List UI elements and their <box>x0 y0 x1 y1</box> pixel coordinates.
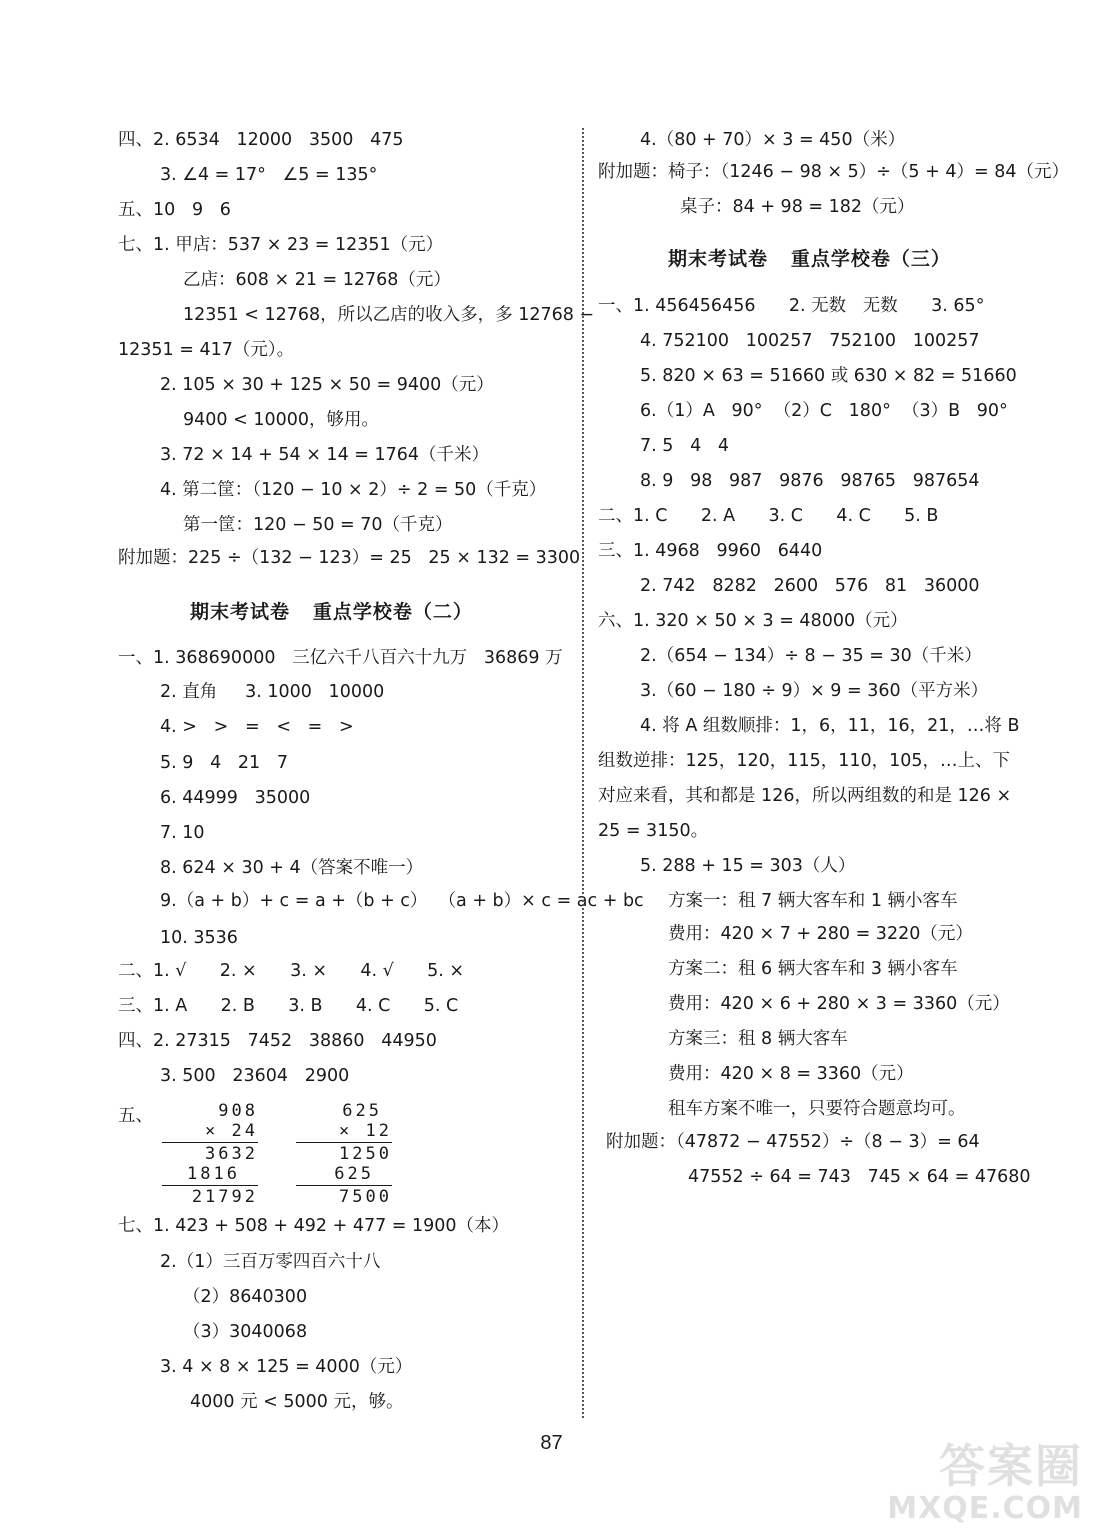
answer-line: 7. 10 <box>160 823 205 843</box>
answer-line: 4. 752100 100257 752100 100257 <box>640 331 980 351</box>
column-divider <box>582 128 584 1418</box>
answer-line: 2.（654 − 134）÷ 8 − 35 = 30（千米） <box>640 646 982 666</box>
answer-line: 5. 288 + 15 = 303（人） <box>640 856 856 876</box>
answer-line: 桌子：84 + 98 = 182（元） <box>680 197 915 217</box>
answer-line: 12351 = 417（元）。 <box>118 340 295 360</box>
answer-line: 乙店：608 × 21 = 12768（元） <box>183 270 451 290</box>
calc-row: 1816 <box>187 1164 240 1184</box>
answer-line: 25 = 3150。 <box>598 821 709 841</box>
answer-line: 二、1. C 2. A 3. C 4. C 5. B <box>598 506 939 526</box>
answer-line: 12351 < 12768，所以乙店的收入多，多 12768 − <box>183 305 595 325</box>
answer-line: 租车方案不唯一，只要符合题意均可。 <box>668 1099 966 1119</box>
answer-line: 对应来看，其和都是 126，所以两组数的和是 126 × <box>598 786 1012 806</box>
answer-line: 方案二：租 6 辆大客车和 3 辆小客车 <box>668 959 958 979</box>
calc-row: 1250 <box>339 1144 392 1164</box>
section-label: 五、 <box>118 1106 153 1126</box>
answer-line: 8. 9 98 987 9876 98765 987654 <box>640 471 980 491</box>
calc-row: 908 <box>218 1101 258 1121</box>
answer-line: 七、1. 423 + 508 + 492 + 477 = 1900（本） <box>118 1216 510 1236</box>
answer-line: 费用：420 × 7 + 280 = 3220（元） <box>668 924 973 944</box>
answer-line: 4.（80 + 70）× 3 = 450（米） <box>640 130 906 150</box>
watermark-url: MXQE.COM <box>887 1491 1083 1526</box>
answer-line: 一、1. 368690000 三亿六千八百六十九万 36869 万 <box>118 648 563 668</box>
answer-line: 费用：420 × 8 = 3360（元） <box>668 1064 914 1084</box>
answer-line: 费用：420 × 6 + 280 × 3 = 3360（元） <box>668 994 1010 1014</box>
answer-line: 2. 742 8282 2600 576 81 36000 <box>640 576 980 596</box>
answer-line: （2）8640300 <box>183 1287 308 1307</box>
watermark-logo <box>887 1428 1089 1528</box>
calc-row: × 12 <box>339 1121 392 1141</box>
answer-line: （3）3040068 <box>183 1322 308 1342</box>
answer-line: 方案一：租 7 辆大客车和 1 辆小客车 <box>668 891 958 911</box>
answer-line: 附加题：（47872 − 47552）÷（8 − 3）= 64 <box>606 1132 980 1152</box>
section-heading: 期末考试卷 重点学校卷（二） <box>190 601 473 623</box>
calc-rule <box>296 1142 392 1143</box>
calc-row: 7500 <box>339 1187 392 1207</box>
answer-line: 3. 72 × 14 + 54 × 14 = 1764（千米） <box>160 445 490 465</box>
answer-line: 附加题：椅子：（1246 − 98 × 5）÷（5 + 4）= 84（元） <box>598 162 1069 182</box>
answer-line: 六、1. 320 × 50 × 3 = 48000（元） <box>598 611 908 631</box>
vertical-multiplication-a <box>162 1101 258 1207</box>
answer-line: 方案三：租 8 辆大客车 <box>668 1029 848 1049</box>
answer-line: 第一筐：120 − 50 = 70（千克） <box>183 515 453 535</box>
answer-line: 五、10 9 6 <box>118 200 231 220</box>
answer-line: 9400 < 10000，够用。 <box>183 410 379 430</box>
answer-line: 7. 5 4 4 <box>640 436 730 456</box>
calc-row: 21792 <box>191 1187 258 1207</box>
calc-row: 3632 <box>205 1144 258 1164</box>
calc-rule <box>296 1185 392 1186</box>
answer-line: 四、2. 6534 12000 3500 475 <box>118 130 404 150</box>
page-number: 87 <box>540 1432 563 1454</box>
answer-line: 47552 ÷ 64 = 743 745 × 64 = 47680 <box>688 1167 1031 1187</box>
answer-line: 2. 105 × 30 + 125 × 50 = 9400（元） <box>160 375 494 395</box>
answer-line: 4. 将 A 组数顺排：1，6，11，16，21，…将 B <box>640 716 1020 736</box>
vertical-multiplication-b <box>296 1101 392 1207</box>
calc-row: 625 <box>342 1101 382 1121</box>
answer-line: 9.（a + b）+ c = a +（b + c） （a + b）× c = ac + bc <box>160 891 644 911</box>
answer-line: 3. ∠4 = 17° ∠5 = 135° <box>160 165 378 185</box>
section-heading: 期末考试卷 重点学校卷（三） <box>668 248 951 270</box>
answer-line: 3. 500 23604 2900 <box>160 1066 350 1086</box>
calc-row: × 24 <box>205 1121 258 1141</box>
calc-rule <box>162 1142 258 1143</box>
answer-line: 四、2. 27315 7452 38860 44950 <box>118 1031 437 1051</box>
answer-line: 6.（1）A 90° （2）C 180° （3）B 90° <box>640 401 1008 421</box>
calc-rule <box>162 1185 258 1186</box>
answer-line: 三、1. 4968 9960 6440 <box>598 541 823 561</box>
answer-line: 5. 9 4 21 7 <box>160 753 288 773</box>
answer-line: 3. 4 × 8 × 125 = 4000（元） <box>160 1357 413 1377</box>
answer-line: 4. > > = < = > <box>160 717 354 737</box>
answer-line: 2.（1）三百万零四百六十八 <box>160 1252 381 1272</box>
answer-line: 2. 直角 3. 1000 10000 <box>160 682 385 702</box>
answer-line: 6. 44999 35000 <box>160 788 311 808</box>
answer-line: 10. 3536 <box>160 928 238 948</box>
watermark-glyphs: 答案圈 <box>939 1439 1083 1493</box>
answer-line: 4000 元 < 5000 元，够。 <box>190 1392 404 1412</box>
answer-line: 附加题：225 ÷（132 − 123）= 25 25 × 132 = 3300 <box>118 548 581 568</box>
answer-line: 4. 第二筐：（120 − 10 × 2）÷ 2 = 50（千克） <box>160 480 547 500</box>
answer-line: 3.（60 − 180 ÷ 9）× 9 = 360（平方米） <box>640 681 989 701</box>
answer-line: 三、1. A 2. B 3. B 4. C 5. C <box>118 996 459 1016</box>
answer-line: 一、1. 456456456 2. 无数 无数 3. 65° <box>598 296 985 316</box>
answer-line: 组数逆排：125，120，115，110，105，…上、下 <box>598 751 1011 771</box>
calc-row: 625 <box>334 1164 374 1184</box>
answer-line: 二、1. √ 2. × 3. × 4. √ 5. × <box>118 961 465 981</box>
answer-line: 七、1. 甲店：537 × 23 = 12351（元） <box>118 235 444 255</box>
answer-line: 8. 624 × 30 + 4（答案不唯一） <box>160 858 424 878</box>
answer-line: 5. 820 × 63 = 51660 或 630 × 82 = 51660 <box>640 366 1017 386</box>
